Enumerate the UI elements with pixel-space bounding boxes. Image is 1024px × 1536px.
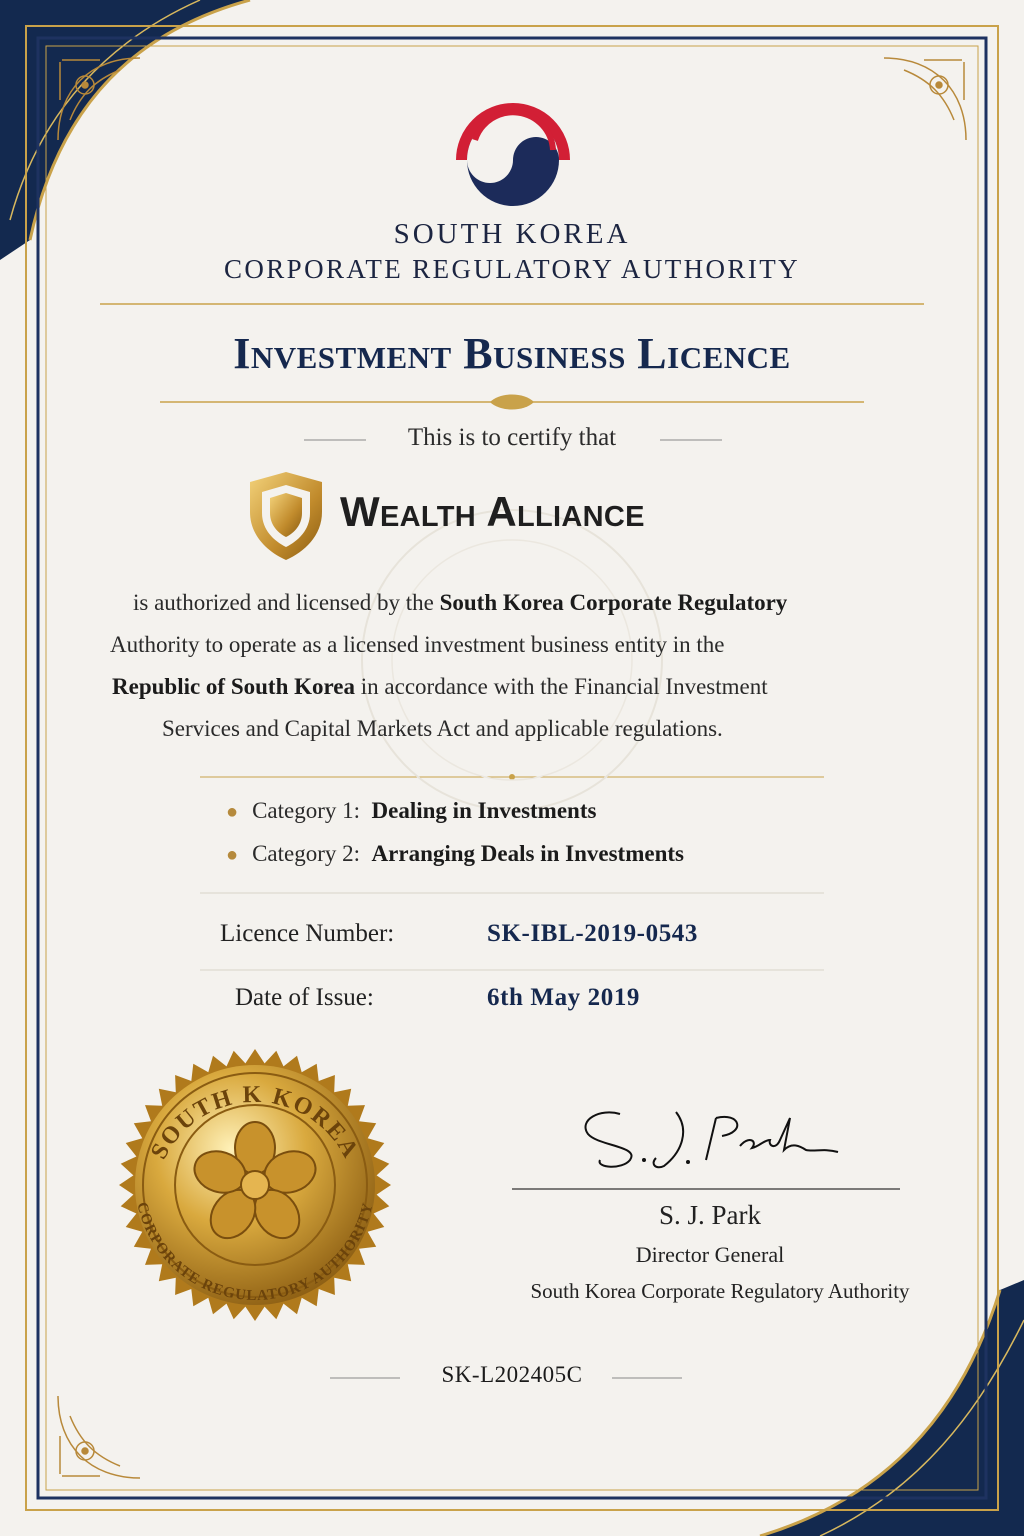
category-label: Category 2: bbox=[252, 841, 361, 866]
category-item bbox=[226, 798, 596, 824]
seal-top-text: SOUTH K KOREA bbox=[146, 1081, 364, 1164]
body-line-3-text: in accordance with the Financial Investment bbox=[355, 674, 768, 699]
category-label: Category 1: bbox=[252, 798, 361, 823]
signatory-organization: South Korea Corporate Regulatory Authority bbox=[530, 1279, 910, 1303]
body-line-3 bbox=[112, 674, 768, 700]
authority-country: SOUTH KOREA bbox=[393, 218, 631, 250]
signatory-name: S. J. Park bbox=[658, 1200, 761, 1230]
seal-bottom-text: CORPORATE REGULATORY AUTHORITY bbox=[133, 1200, 377, 1305]
bullet-icon: ● bbox=[226, 801, 239, 823]
company-name: Wealth Alliance bbox=[340, 488, 645, 535]
serial-number: SK-L202405C bbox=[441, 1362, 583, 1387]
category-value: Dealing in Investments bbox=[371, 798, 597, 823]
body-line-4: Services and Capital Markets Act and applicable regulations. bbox=[162, 716, 723, 741]
bullet-icon: ● bbox=[226, 844, 239, 866]
authority-name: CORPORATE REGULATORY AUTHORITY bbox=[223, 254, 801, 284]
certificate-title: Investment Business Licence bbox=[233, 329, 791, 378]
gold-seal bbox=[119, 1049, 391, 1321]
body-line-3-bold: Republic of South Korea bbox=[112, 674, 356, 699]
issue-date-value: 6th May 2019 bbox=[487, 984, 641, 1011]
body-line-2: Authority to operate as a licensed investment business entity in the bbox=[110, 632, 725, 657]
licence-number-value: SK-IBL-2019-0543 bbox=[487, 920, 699, 947]
issue-date-label: Date of Issue: bbox=[235, 984, 374, 1011]
category-item bbox=[226, 841, 684, 867]
certify-text: This is to certify that bbox=[407, 424, 617, 451]
signatory-title: Director General bbox=[635, 1242, 785, 1267]
licence-number-label: Licence Number: bbox=[220, 920, 395, 947]
category-value: Arranging Deals in Investments bbox=[371, 841, 684, 866]
body-line-1 bbox=[133, 590, 787, 616]
body-line-1-text: is authorized and licensed by the bbox=[133, 590, 440, 615]
body-line-1-bold: South Korea Corporate Regulatory bbox=[439, 590, 788, 615]
